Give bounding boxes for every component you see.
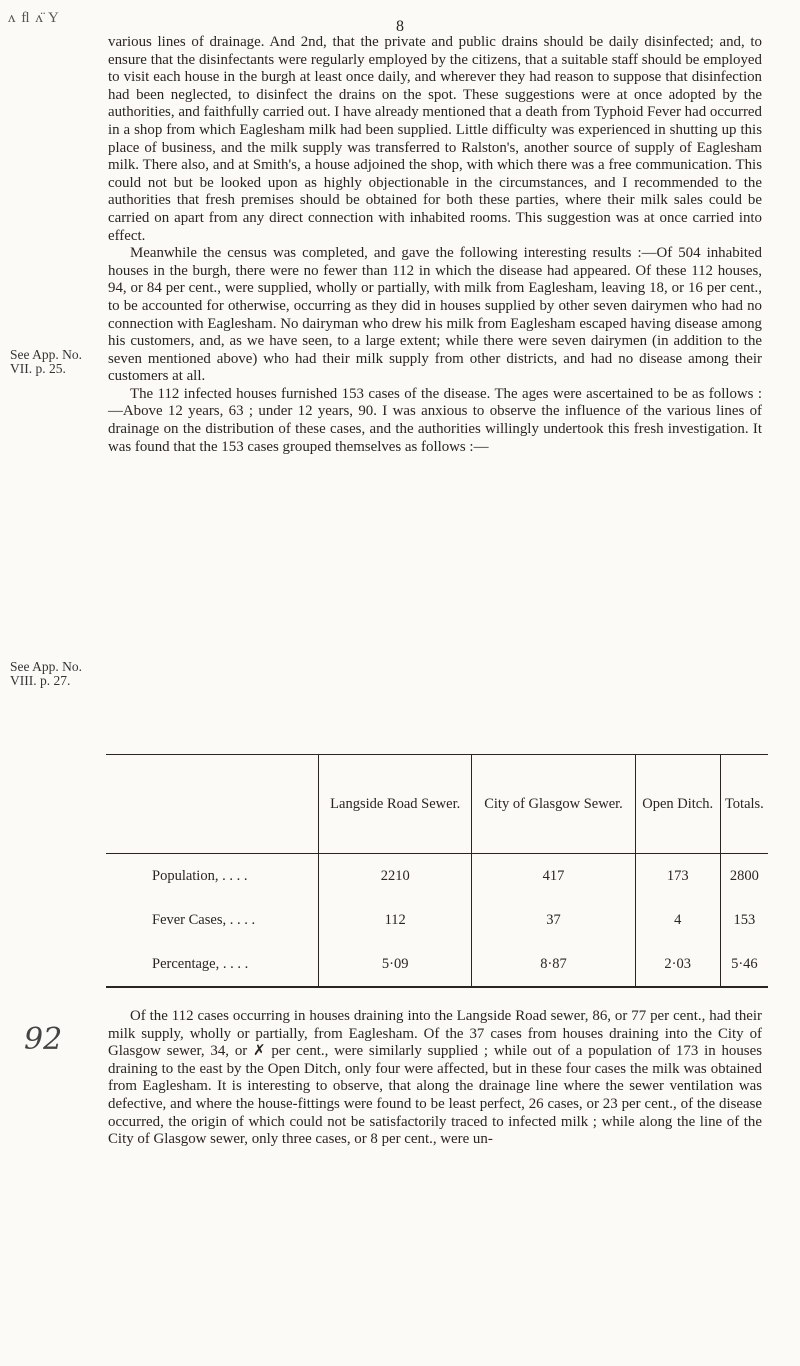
page-number: 8 xyxy=(396,18,404,35)
margin-note-app-viii: See App. No. VIII. p. 27. xyxy=(10,659,82,688)
table-header-totals: Totals. xyxy=(720,755,768,854)
table-row-label: Percentage, . . . . xyxy=(152,955,249,972)
table-cell: 2·03 xyxy=(635,942,720,987)
table-header-glasgow: City of Glasgow Sewer. xyxy=(472,755,635,854)
margin-note-app-vii: See App. No. VII. p. 25. xyxy=(10,347,82,376)
table-cell: 417 xyxy=(472,854,635,899)
table-cell: 8·87 xyxy=(472,942,635,987)
table-cell: 37 xyxy=(472,898,635,942)
table-cell: 2210 xyxy=(319,854,472,899)
table-row xyxy=(106,942,768,987)
table-cell: 153 xyxy=(720,898,768,942)
drainage-table-grid xyxy=(106,754,768,988)
corner-scribble: ʌ ﬂ ʌ̈ Y xyxy=(8,10,60,26)
paragraph-drainage: various lines of drainage. And 2nd, that the private and public drains should be daily disinfected; and, to ensure that the disinfectants were regularly employed by the citizens, that a suitable staff should be employed to visit each house in the burgh at least once daily, and wherever they had reason to suppose that disinfection had been neglected, to disinfect the drains on the spot. These suggestions were at once adopted by the authorities, and faithfully carried out. I have already mentioned that a death from Typhoid Fever had occurred in a shop from which Eaglesham milk had been supplied. Little difficulty was experienced in shutting up this place of business, and the milk supply was transferred to Ralston's, another source of supply of Eaglesham milk. There also, and at Smith's, a house adjoined the shop, with which there was a free communication. This could not but be looked upon as highly objectionable in the circumstances, and I recommended to the authorities that fresh premises should be obtained for both these parties, where their milk sales could be carried on apart from any direct connection with inhabited rooms. This suggestion was at once carried into effect. xyxy=(108,34,762,244)
table-header-ditch: Open Ditch. xyxy=(635,755,720,854)
table-cell: 173 xyxy=(635,854,720,899)
table-row-label: Population, . . . . xyxy=(152,867,248,884)
table-cell: 112 xyxy=(319,898,472,942)
body-text-upper xyxy=(108,34,762,456)
paragraph-cases: The 112 infected houses furnished 153 cases of the disease. The ages were ascertained to be as follows :—Above 12 years, 63 ; under 12 years, 90. I was anxious to observe the influence of the various lines of drainage on the distribution of these cases, and the authorities willingly undertook this fresh investigation. It was found that the 153 cases grouped themselves as follows :— xyxy=(108,385,762,455)
table-cell: 5·46 xyxy=(720,942,768,987)
table-header-langside: Langside Road Sewer. xyxy=(319,755,472,854)
table-row xyxy=(106,898,768,942)
body-text-lower xyxy=(108,1008,762,1149)
table-header-blank xyxy=(106,755,319,854)
table-row xyxy=(106,854,768,899)
table-cell: 2800 xyxy=(720,854,768,899)
drainage-table xyxy=(106,754,768,988)
handwritten-note: 92 xyxy=(24,1022,63,1057)
table-row-label: Fever Cases, . . . . xyxy=(152,911,256,928)
paragraph-census: Meanwhile the census was completed, and gave the following interesting results :—Of 504 inhabited houses in the burgh, there were no fewer than 112 in which the disease had appeared. Of these 112 houses, 94, or 84 per cent., were supplied, wholly or partially, with milk from Eaglesham, leaving 18, or 16 per cent., to be accounted for otherwise, occurring as they did in houses supplied by other seven dairymen who had no connection with Eaglesham. No dairyman who drew his milk from Eaglesham escaped having disease among his customers, and, as we have seen, to a large extent; while there were seven dairymen (in addition to the seven mentioned above) who had their milk supply from other districts, and had no disease among their customers at all. xyxy=(108,245,762,385)
table-cell: 4 xyxy=(635,898,720,942)
table-header-row xyxy=(106,755,768,854)
table-cell: 5·09 xyxy=(319,942,472,987)
paragraph-analysis: Of the 112 cases occurring in houses draining into the Langside Road sewer, 86, or 77 per cent., had their milk supply, wholly or partially, from Eaglesham. Of the 37 cases from houses draining into the City of Glasgow sewer, 34, or ✗ per cent., were similarly supplied ; while out of a population of 173 in houses draining to the east by the Open Ditch, only four were affected, but in these four cases the milk was obtained from Eaglesham. It is interesting to observe, that along the drainage line where the sewer ventilation was defective, and where the house-fittings were found to be least perfect, 26 cases, or 23 per cent., of the disease occurred, the origin of which could not be satisfactorily traced to infected milk ; while along the line of the City of Glasgow sewer, only three cases, or 8 per cent., were un- xyxy=(108,1008,762,1148)
